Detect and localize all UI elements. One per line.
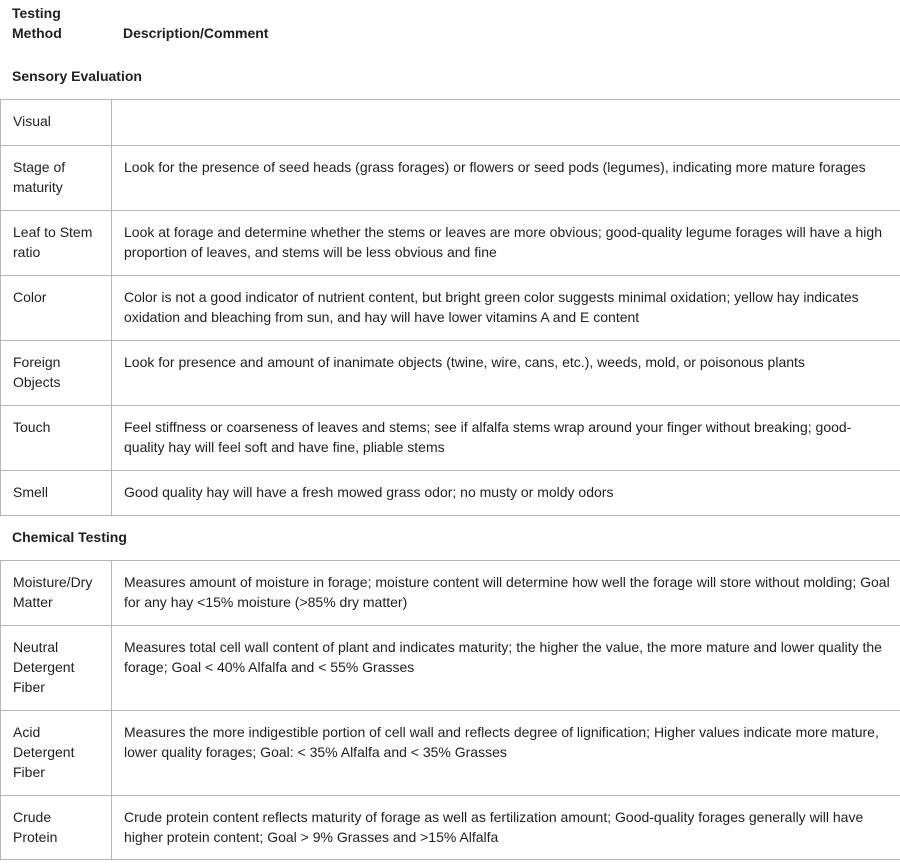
description-cell: Look for presence and amount of inanimate objects (twine, wire, cans, etc.), weeds, mold, or poisonous plants (112, 340, 900, 405)
method-cell: Moisture/Dry Matter (1, 561, 112, 626)
header-testing-method: Testing Method (12, 5, 62, 41)
description-cell: Measures total cell wall content of plant and indicates maturity; the higher the value, the more mature and lower quality the forage; Goal < 40% Alfalfa and < 55% Grasses (112, 626, 900, 711)
table-row (1, 145, 900, 210)
method-cell: Leaf to Stem ratio (1, 210, 112, 275)
method-cell: Color (1, 275, 112, 340)
sensory-evaluation-table (0, 100, 900, 516)
method-cell: Stage of maturity (1, 145, 112, 210)
table-row (1, 711, 900, 796)
method-cell: Smell (1, 470, 112, 515)
table-row (1, 470, 900, 515)
description-cell: Crude protein content reflects maturity of forage as well as fertilization amount; Good-quality forages generally will have higher protein content; Goal > 9% Grasses and >15% Alfalfa (112, 796, 900, 860)
header-description-comment: Description/Comment (123, 25, 269, 41)
table-row (1, 340, 900, 405)
section-heading-chemical: Chemical Testing (0, 516, 900, 561)
method-cell: Acid Detergent Fiber (1, 711, 112, 796)
method-cell: Foreign Objects (1, 340, 112, 405)
table-header (0, 0, 900, 55)
description-cell: Color is not a good indicator of nutrient content, but bright green color suggests minimal oxidation; yellow hay indicates oxidation and bleaching from sun, and hay will have lower vitamins A and E content (112, 275, 900, 340)
table-row (1, 275, 900, 340)
description-cell: Measures amount of moisture in forage; moisture content will determine how well the forage will store without molding; Goal for any hay <15% moisture (>85% dry matter) (112, 561, 900, 626)
section-heading-sensory: Sensory Evaluation (0, 55, 900, 100)
method-cell: Touch (1, 405, 112, 470)
method-cell: Crude Protein (1, 796, 112, 860)
description-cell (112, 100, 900, 145)
method-cell: Visual (1, 100, 112, 145)
table-row (1, 796, 900, 860)
chemical-testing-table (0, 561, 900, 861)
table-row (1, 210, 900, 275)
description-cell: Measures the more indigestible portion of cell wall and reflects degree of lignification; Higher values indicate more mature, lower quality forages; Goal: < 35% Alfalfa and < 35% Grasses (112, 711, 900, 796)
description-cell: Look for the presence of seed heads (grass forages) or flowers or seed pods (legumes), indicating more mature forages (112, 145, 900, 210)
method-cell: Neutral Detergent Fiber (1, 626, 112, 711)
table-row (1, 405, 900, 470)
table-row (1, 100, 900, 145)
description-cell: Good quality hay will have a fresh mowed grass odor; no musty or moldy odors (112, 470, 900, 515)
description-cell: Feel stiffness or coarseness of leaves and stems; see if alfalfa stems wrap around your finger without breaking; good-quality hay will feel soft and have fine, pliable stems (112, 405, 900, 470)
table-row (1, 561, 900, 626)
table-row (1, 626, 900, 711)
description-cell: Look at forage and determine whether the stems or leaves are more obvious; good-quality legume forages will have a high proportion of leaves, and stems will be less obvious and fine (112, 210, 900, 275)
